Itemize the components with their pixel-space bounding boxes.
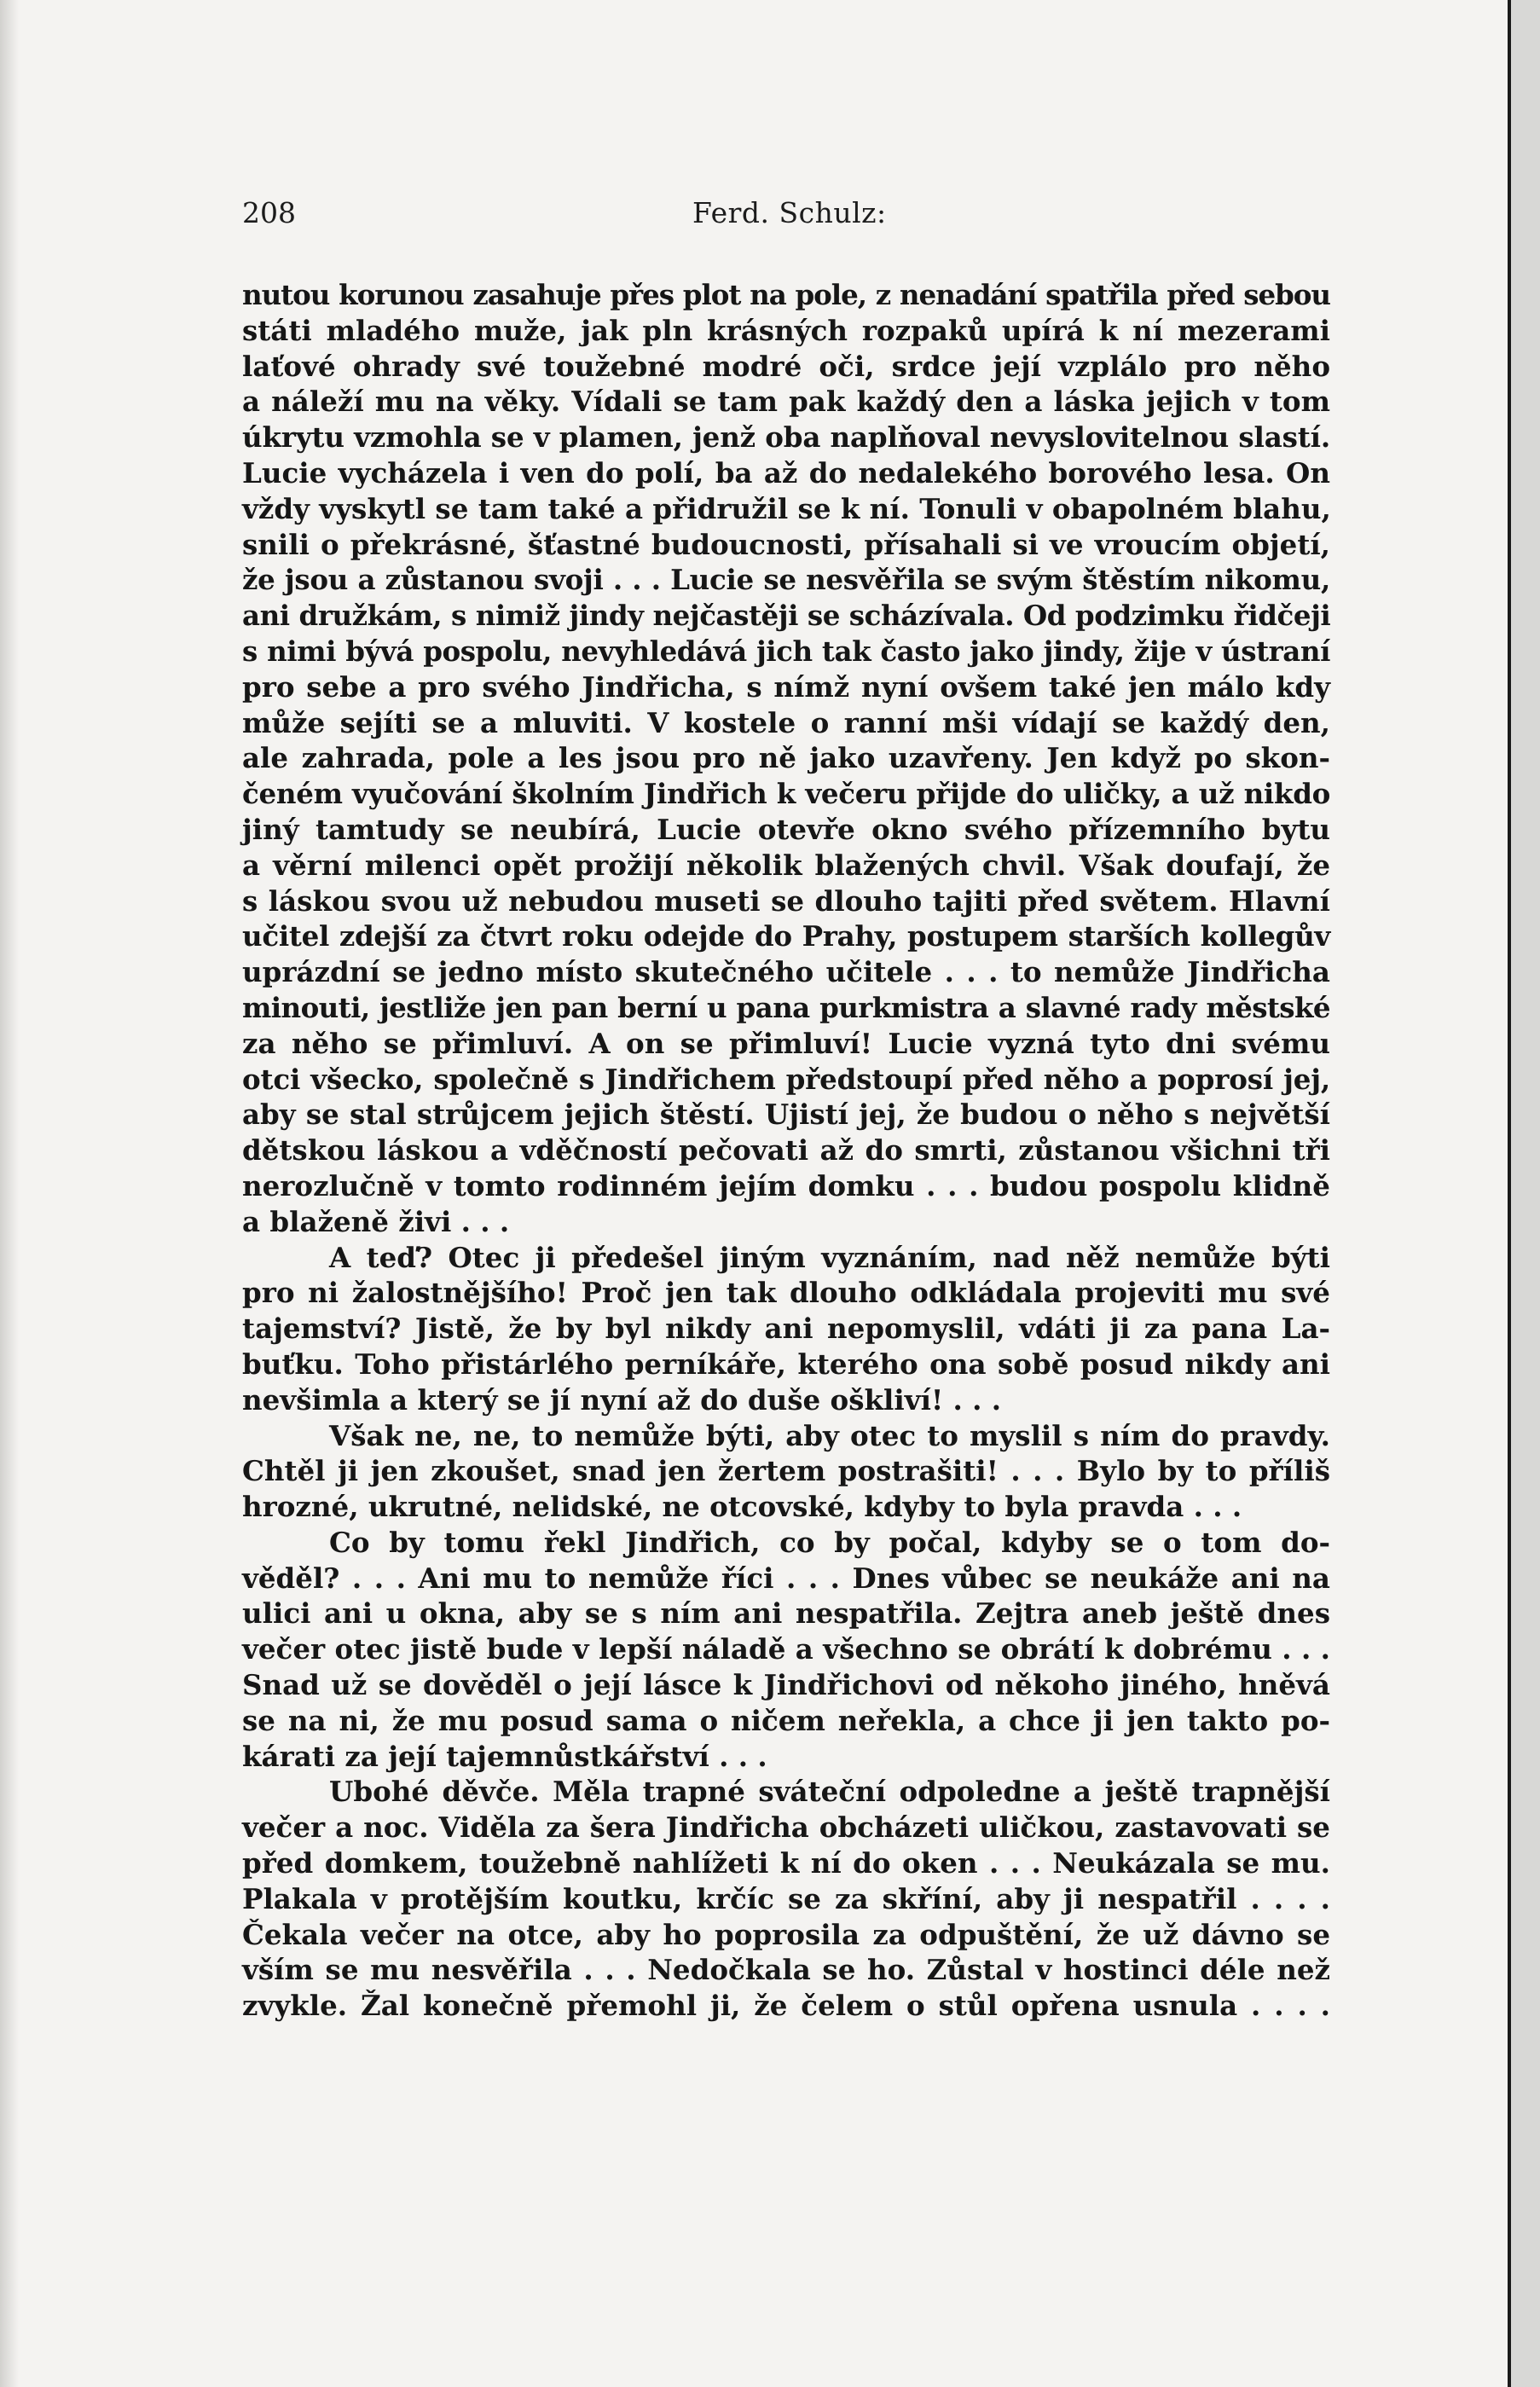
text-line: kárati za její tajemnůstkářství . . . — [242, 1739, 767, 1773]
text-line: nutou korunou zasahuje přes plot na pole, z nenadání spatřila před sebou — [242, 278, 1330, 311]
text-line: Co by tomu řekl Jindřich, co by počal, kdyby se o tom do- — [329, 1525, 1330, 1559]
text-line: Chtěl ji jen zkoušet, snad jen žertem postrašiti! . . . Bylo by to příliš — [242, 1454, 1330, 1488]
text-line: laťové ohrady své toužebné modré oči, srdce její vzplálo pro něho — [242, 349, 1330, 383]
text-line: ulici ani u okna, aby se s ním ani nespatřila. Zejtra aneb ještě dnes — [242, 1596, 1330, 1631]
text-line: minouti, jestliže jen pan berní u pana purkmistra a slavné rady městské — [242, 990, 1330, 1024]
text-line: večer a noc. Viděla za šera Jindřicha obcházeti uličkou, zastavovati se — [242, 1811, 1330, 1845]
text-line: tajemství? Jistě, že by byl nikdy ani nepomyslil, vdáti ji za pana La- — [242, 1312, 1330, 1346]
text-line: dětskou láskou a vděčností pečovati až do smrti, zůstanou všichni tři — [242, 1133, 1330, 1167]
text-line: nevšimla a který se jí nyní až do duše oškliví! . . . — [242, 1382, 1002, 1417]
text-line: a blaženě živi . . . — [242, 1204, 510, 1238]
page-gutter-shadow — [0, 0, 19, 2387]
text-line: jiný tamtudy se neubírá, Lucie otevře okno svého přízemního bytu — [242, 812, 1330, 846]
text-line: hrozné, ukrutné, nelidské, ne otcovské, kdyby to byla pravda . . . — [242, 1490, 1242, 1524]
text-line: Však ne, ne, to nemůže býti, aby otec to myslil s ním do pravdy. — [329, 1418, 1330, 1452]
text-line: že jsou a zůstanou svoji . . . Lucie se nesvěřila se svým štěstím nikomu, — [242, 563, 1330, 597]
text-line: ale zahrada, pole a les jsou pro ně jako uzavřeny. Jen když po skon- — [242, 741, 1330, 775]
text-line: večer otec jistě bude v lepší náladě a všechno se obrátí k dobrému . . . — [242, 1632, 1330, 1666]
scan-edge — [1508, 0, 1540, 2387]
body-text — [242, 277, 1330, 2024]
text-line: za něho se přimluví. A on se přimluví! Lucie vyzná tyto dni svému — [242, 1026, 1330, 1060]
text-line: před domkem, toužebně nahlížeti k ní do oken . . . Neukázala se mu. — [242, 1846, 1330, 1880]
text-line: Ubohé děvče. Měla trapné sváteční odpoledne a ještě trapnější — [329, 1775, 1330, 1809]
text-line: zvykle. Žal konečně přemohl ji, že čelem o stůl opřena usnula . . . . — [242, 1989, 1330, 2023]
text-line: se na ni, že mu posud sama o ničem neřekla, a chce ji jen takto po- — [242, 1703, 1330, 1737]
text-line: Čekala večer na otce, aby ho poprosila za odpuštění, že už dávno se — [242, 1917, 1330, 1951]
running-head: Ferd. Schulz: — [692, 196, 887, 229]
text-line: pro sebe a pro svého Jindřicha, s nímž nyní ovšem také jen málo kdy — [242, 669, 1330, 704]
text-line: úkrytu vzmohla se v plamen, jenž oba naplňoval nevyslovitelnou slastí. — [242, 420, 1330, 455]
text-line: uprázdní se jedno místo skutečného učitele . . . to nemůže Jindřicha — [242, 955, 1330, 989]
text-line: může sejíti se a mluviti. V kostele o ranní mši vídají se každý den, — [242, 705, 1330, 739]
text-line: A teď? Otec ji předešel jiným vyznáním, nad něž nemůže býti — [329, 1240, 1330, 1274]
text-line: otci všecko, společně s Jindřichem předstoupí před něho a poprosí jej, — [242, 1062, 1330, 1096]
text-line: čeném vyučování školním Jindřich k večeru přijde do uličky, a už nikdo — [242, 777, 1330, 811]
page-header — [242, 196, 1330, 247]
text-line: Lucie vycházela i ven do polí, ba až do nedalekého borového lesa. On — [242, 455, 1330, 490]
text-line: aby se stal strůjcem jejich štěstí. Ujistí jej, že budou o něho s největší — [242, 1098, 1330, 1132]
text-line: státi mladého muže, jak pln krásných rozpaků upírá k ní mezerami — [242, 313, 1330, 347]
text-line: a věrní milenci opět prožijí několik blažených chvil. Však doufají, že — [242, 848, 1330, 882]
text-line: ani družkám, s nimiž jindy nejčastěji se scházívala. Od podzimku řidčeji — [242, 599, 1331, 633]
page-number: 208 — [242, 196, 296, 229]
text-line: Plakala v protějším koutku, krčíc se za skříní, aby ji nespatřil . . . . — [242, 1881, 1330, 1915]
text-line: snili o překrásné, šťastné budoucnosti, přísahali si ve vroucím objetí, — [242, 527, 1330, 561]
text-line: s láskou svou už nebudou museti se dlouho tajiti před světem. Hlavní — [242, 884, 1330, 918]
text-line: vším se mu nesvěřila . . . Nedočkala se ho. Zůstal v hostinci déle než — [242, 1953, 1330, 1987]
text-line: nerozlučně v tomto rodinném jejím domku . . . budou pospolu klidně — [242, 1168, 1330, 1202]
text-line: učitel zdejší za čtvrt roku odejde do Prahy, postupem starších kollegův — [242, 919, 1330, 953]
text-line: Snad už se dověděl o její lásce k Jindřichovi od někoho jiného, hněvá — [242, 1668, 1330, 1702]
text-line: a náleží mu na věky. Vídali se tam pak každý den a láska jejich v tom — [242, 385, 1330, 419]
text-line: pro ni žalostnějšího! Proč jen tak dlouho odkládala projeviti mu své — [242, 1276, 1330, 1310]
text-line: s nimi bývá pospolu, nevyhledává jich tak často jako jindy, žije v ústraní — [242, 634, 1330, 668]
text-line: vždy vyskytl se tam také a přidružil se k ní. Tonuli v obapolném blahu, — [242, 491, 1331, 525]
text-line: buťku. Toho přistárlého perníkáře, kterého ona sobě posud nikdy ani — [242, 1347, 1330, 1381]
text-line: věděl? . . . Ani mu to nemůže říci . . . Dnes vůbec se neukáže ani na — [242, 1561, 1330, 1595]
